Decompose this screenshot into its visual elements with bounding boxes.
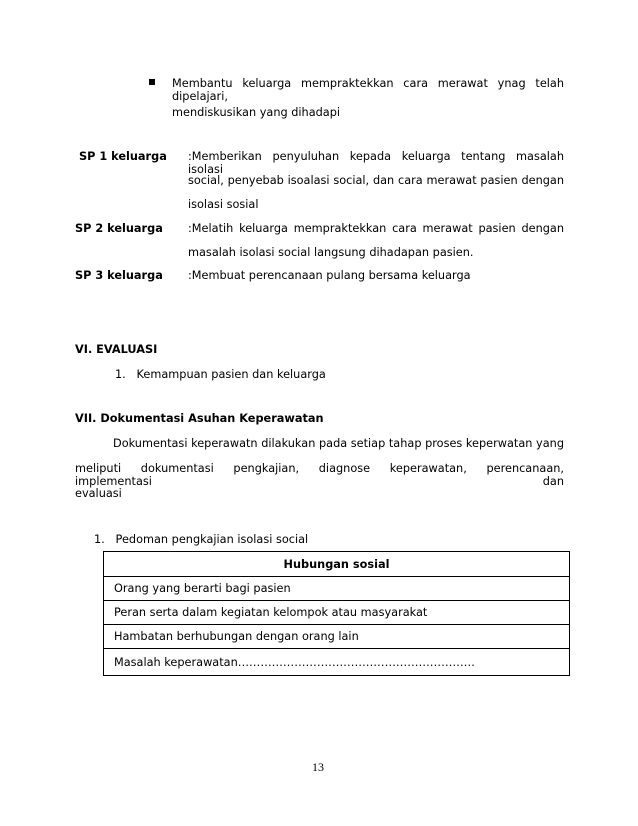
sp2-line-2: masalah isolasi social langsung dihadapan pasien. <box>188 246 474 259</box>
bullet-marker <box>149 79 155 85</box>
sp3-line-1: :Membuat perencanaan pulang bersama keluarga <box>188 269 471 282</box>
sp1-line-3: isolasi sosial <box>188 198 259 211</box>
table-row: Peran serta dalam kegiatan kelompok atau masyarakat <box>104 601 570 625</box>
table-row: Masalah keperawatan……………………………………………………… <box>104 649 570 676</box>
table-row: Hambatan berhubungan dengan orang lain <box>104 625 570 649</box>
table-row: Orang yang berarti bagi pasien <box>104 577 570 601</box>
table-header: Hubungan sosial <box>104 552 570 577</box>
page-number: 13 <box>312 760 324 774</box>
sp1-line-1: :Memberikan penyuluhan kepada keluarga tentang masalah isolasi <box>188 150 564 176</box>
evaluasi-item: 1. Kemampuan pasien dan keluarga <box>115 368 326 381</box>
dokumentasi-para-line-3: evaluasi <box>75 487 122 500</box>
dokumentasi-para-line-1: Dokumentasi keperawatn dilakukan pada setiap tahap proses keperwatan yang <box>113 437 564 450</box>
sp1-label: SP 1 keluarga <box>79 150 167 163</box>
sp3-label: SP 3 keluarga <box>75 269 163 282</box>
dokumentasi-para-line-2: meliputi dokumentasi pengkajian, diagnose keperawatan, perencanaan, implementasi dan <box>75 462 564 488</box>
sp1-line-2: social, penyebab isoalasi social, dan cara merawat pasien dengan <box>188 174 564 187</box>
pedoman-item: 1. Pedoman pengkajian isolasi social <box>94 533 309 546</box>
sp2-line-1: :Melatih keluarga mempraktekkan cara merawat pasien dengan <box>188 222 564 235</box>
sp2-label: SP 2 keluarga <box>75 222 163 235</box>
hubungan-sosial-table <box>103 551 570 676</box>
dokumentasi-heading: VII. Dokumentasi Asuhan Keperawatan <box>75 412 324 425</box>
bullet-item-line-2: mendiskusikan yang dihadapi <box>172 106 341 119</box>
evaluasi-heading: VI. EVALUASI <box>75 343 158 356</box>
bullet-item-line-1: Membantu keluarga mempraktekkan cara merawat ynag telah dipelajari, <box>172 77 564 103</box>
